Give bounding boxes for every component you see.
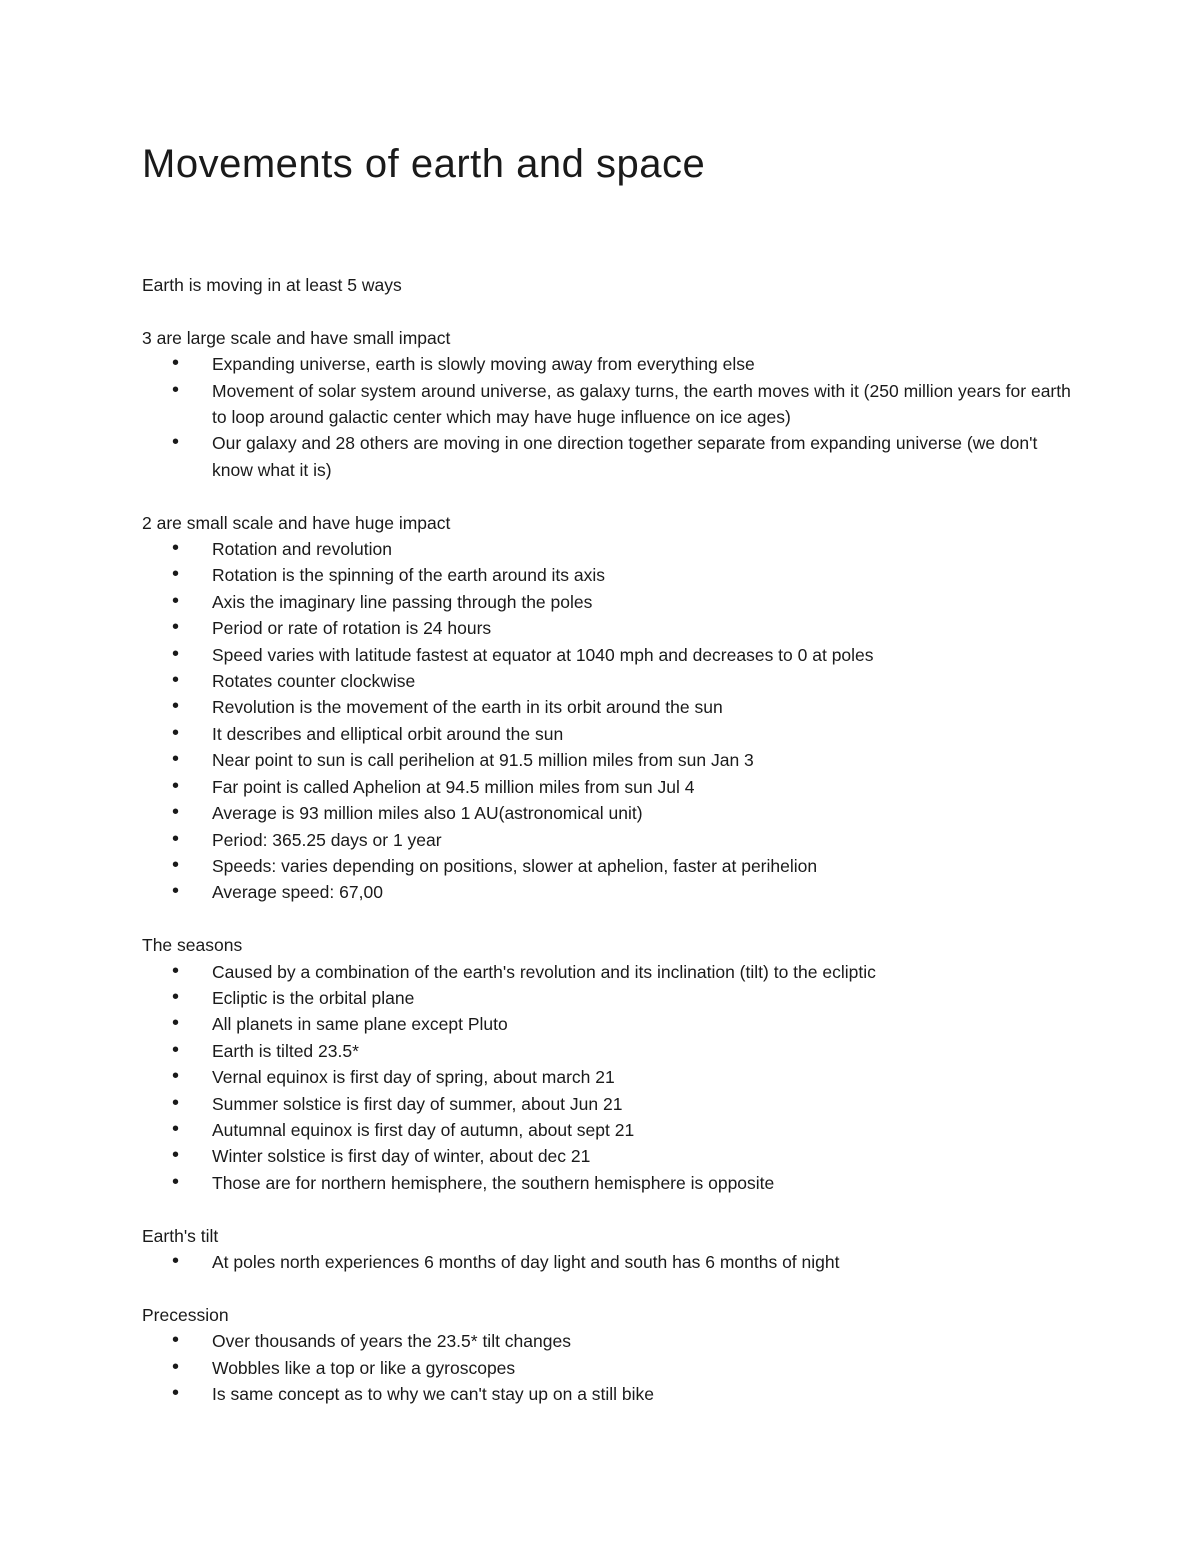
bullet-list — [142, 1249, 1072, 1275]
section-heading: The seasons — [142, 935, 243, 956]
section-heading: Earth's tilt — [142, 1225, 219, 1246]
list-item: • Rotates counter clockwise — [142, 668, 1072, 694]
list-item: • Speeds: varies depending on positions, slower at aphelion, faster at perihelion — [142, 853, 1072, 879]
document-body — [142, 272, 1072, 1407]
list-item: • Caused by a combination of the earth's revolution and its inclination (tilt) to the ecliptic — [142, 959, 1072, 985]
list-item: • Is same concept as to why we can't stay up on a still bike — [142, 1381, 1072, 1407]
list-item: • Our galaxy and 28 others are moving in one direction together separate from expanding universe (we don't know what it is) — [142, 430, 1072, 483]
spacer — [142, 906, 1072, 932]
list-item: • Over thousands of years the 23.5* tilt changes — [142, 1328, 1072, 1354]
section-small-scale — [142, 510, 1072, 906]
list-item: • Expanding universe, earth is slowly moving away from everything else — [142, 351, 1072, 377]
spacer — [142, 298, 1072, 324]
list-item: • Period or rate of rotation is 24 hours — [142, 615, 1072, 641]
page-title: Movements of earth and space — [142, 142, 706, 186]
section-heading: 2 are small scale and have huge impact — [142, 512, 451, 533]
section-seasons — [142, 932, 1072, 1196]
list-item: • Wobbles like a top or like a gyroscopes — [142, 1355, 1072, 1381]
list-item: • Average is 93 million miles also 1 AU(astronomical unit) — [142, 800, 1072, 826]
list-item: • Movement of solar system around universe, as galaxy turns, the earth moves with it (250 million years for earth to loop around galactic center which may have huge influence on ice ages) — [142, 378, 1072, 431]
list-item: • All planets in same plane except Pluto — [142, 1011, 1072, 1037]
section-earths-tilt — [142, 1223, 1072, 1276]
list-item: • Winter solstice is first day of winter, about dec 21 — [142, 1143, 1072, 1169]
section-heading: Precession — [142, 1304, 229, 1325]
list-item: • At poles north experiences 6 months of day light and south has 6 months of night — [142, 1249, 1072, 1275]
list-item: • Average speed: 67,00 — [142, 879, 1072, 905]
list-item: • Period: 365.25 days or 1 year — [142, 827, 1072, 853]
section-large-scale — [142, 325, 1072, 483]
list-item: • Autumnal equinox is first day of autumn, about sept 21 — [142, 1117, 1072, 1143]
bullet-list — [142, 351, 1072, 483]
spacer — [142, 1196, 1072, 1222]
section-precession — [142, 1302, 1072, 1408]
bullet-list — [142, 1328, 1072, 1407]
list-item: • Earth is tilted 23.5* — [142, 1038, 1072, 1064]
list-item: • Speed varies with latitude fastest at equator at 1040 mph and decreases to 0 at poles — [142, 642, 1072, 668]
list-item: • Ecliptic is the orbital plane — [142, 985, 1072, 1011]
list-item: • Axis the imaginary line passing through the poles — [142, 589, 1072, 615]
list-item: • Rotation is the spinning of the earth around its axis — [142, 562, 1072, 588]
intro-paragraph: Earth is moving in at least 5 ways — [142, 275, 402, 295]
list-item: • Near point to sun is call perihelion at 91.5 million miles from sun Jan 3 — [142, 747, 1072, 773]
spacer — [142, 1275, 1072, 1301]
list-item: • Those are for northern hemisphere, the southern hemisphere is opposite — [142, 1170, 1072, 1196]
section-heading: 3 are large scale and have small impact — [142, 327, 451, 348]
list-item: • It describes and elliptical orbit around the sun — [142, 721, 1072, 747]
list-item: • Far point is called Aphelion at 94.5 million miles from sun Jul 4 — [142, 774, 1072, 800]
list-item: • Vernal equinox is first day of spring, about march 21 — [142, 1064, 1072, 1090]
list-item: • Rotation and revolution — [142, 536, 1072, 562]
bullet-list — [142, 536, 1072, 906]
list-item: • Summer solstice is first day of summer, about Jun 21 — [142, 1091, 1072, 1117]
list-item: • Revolution is the movement of the earth in its orbit around the sun — [142, 694, 1072, 720]
spacer — [142, 483, 1072, 509]
bullet-list — [142, 959, 1072, 1197]
